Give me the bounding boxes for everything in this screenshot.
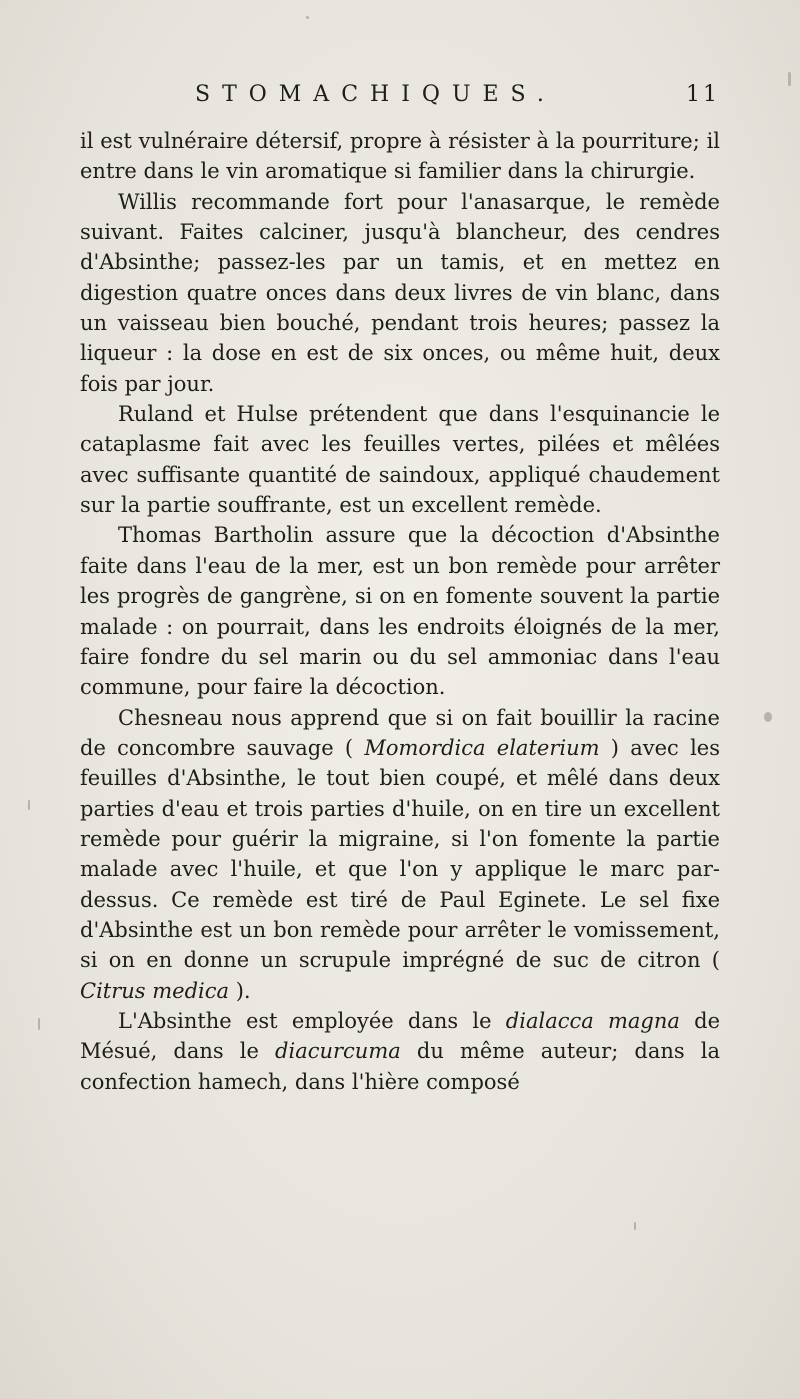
paragraph-4 [80,520,720,702]
paragraph-2 [80,187,720,399]
paragraph-2-text: Willis recommande fort pour l'anasarque, le remède suivant. Faites calciner, jusqu'à blancheur, des cendres d'Absinthe; passez-les par un tamis, et en mettez en digestion quatre onces dans deux livres de vin blanc, dans un vaisseau bien bouché, pendant trois heures; passez la liqueur : la dose en est de six onces, ou même huit, deux fois par jour. [80,189,720,396]
paragraph-6-text: L'Absinthe est employée dans le [118,1008,506,1033]
page-number: 11 [686,82,720,107]
paragraph-6 [80,1006,720,1097]
running-title: STOMACHIQUES. [195,82,556,107]
paragraph-3-text: Ruland et Hulse prétendent que dans l'esquinancie le cataplasme fait avec les feuilles vertes, pilées et mêlées avec suffisante quantité de saindoux, appliqué chaudement sur la partie souffrante, est un excellent remède. [80,402,720,518]
paragraph-5-text: Chesneau nous apprend que si on fait bouillir la racine de concombre sauvage ( [80,705,720,760]
paragraph-6-text-cont: de Mésué, dans le [80,1008,721,1064]
latin-name-momordica: Momordica elaterium [364,735,600,760]
paragraph-1 [80,126,720,187]
remedy-diacurcuma: diacurcuma [275,1039,401,1064]
body-text [80,126,720,1097]
paper-speck [634,1222,636,1230]
paragraph-3 [80,399,720,520]
paragraph-1-text: il est vulnéraire détersif, propre à résister à la pourriture; il entre dans le vin aromatique si familier dans la chirurgie. [80,129,720,184]
paragraph-5-text-cont: ) avec les feuilles d'Absinthe, le tout bien coupé, et mêlé dans deux parties d'eau et trois parties d'huile, on en tire un excellent remède pour guérir la migraine, si l'on fomente la partie malade avec l'huile, et que l'on y applique le marc par-dessus. Ce remède est tiré de Paul Eginete. Le sel fixe d'Absinthe est un bon remède pour arrêter le vomissement, si on en donne un scrupule imprégné de suc de citron ( [80,735,720,973]
paragraph-6-text-end: du même auteur; dans la confection hamech, dans l'hière composé [80,1039,720,1094]
paper-speck [764,712,772,722]
paper-speck [306,16,309,19]
paper-speck [38,1018,40,1030]
paragraph-5-text-end: ). [229,978,251,1003]
paper-speck [28,800,30,810]
paragraph-4-text: Thomas Bartholin assure que la décoction d'Absinthe faite dans l'eau de la mer, est un bon remède pour arrêter les progrès de gangrène, si on en fomente souvent la partie malade : on pourrait, dans les endroits éloignés de la mer, faire fondre du sel marin ou du sel ammoniac dans l'eau commune, pour faire la décoction. [80,523,720,700]
latin-name-citrus: Citrus medica [80,978,230,1003]
page-header [80,78,720,118]
paragraph-5 [80,703,720,1006]
remedy-dialacca: dialacca magna [505,1008,680,1033]
paper-speck [788,72,791,86]
